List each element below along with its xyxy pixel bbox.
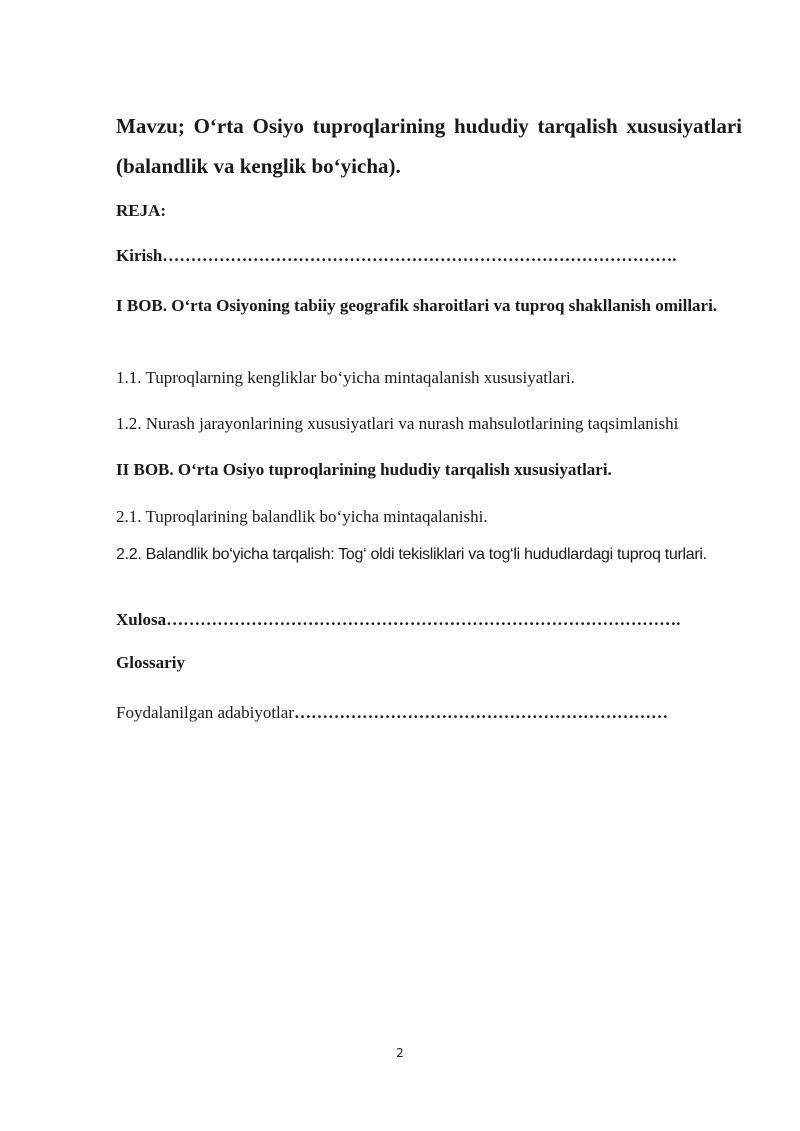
section-2-1: 2.1. Tuproqlarining balandlik bo‘yicha mintaqalanishi.: [116, 507, 488, 526]
section-1-1: 1.1. Tuproqlarning kengliklar bo‘yicha mintaqalanish xususiyatlari.: [116, 368, 575, 387]
page-number: 2: [396, 1046, 404, 1060]
toc-leader-dots: …………………………………………………………: [293, 703, 668, 722]
plan-heading: REJA:: [116, 201, 167, 220]
document-page: [116, 0, 742, 1131]
toc-entry-references: [116, 703, 742, 723]
document-title: Mavzu; O‘rta Osiyo tuproqlarining hududiy tarqalish xususiyatlari (balandlik va kenglik bo‘yicha).: [116, 114, 742, 178]
toc-label: Foydalanilgan adabiyotlar: [116, 703, 294, 722]
toc-entry-glossary: Glossariy: [116, 653, 185, 672]
toc-label: Xulosa: [116, 610, 167, 629]
section-1-2: 1.2. Nurash jarayonlarining xususiyatlari va nurash mahsulotlarining taqsimlanishi: [116, 414, 679, 433]
toc-leader-dots: ……………………………………………………………………………….: [162, 246, 677, 265]
toc-entry-intro: [116, 246, 742, 266]
chapter-2-title: II BOB. O‘rta Osiyo tuproqlarining hududiy tarqalish xususiyatlari.: [116, 460, 612, 479]
toc-label: Kirish: [116, 246, 163, 265]
toc-entry-conclusion: [116, 610, 742, 630]
section-2-2: 2.2. Balandlik bo‘yicha tarqalish: Tog‘ oldi tekisliklari va tog‘li hududlardagi tuproq turlari.: [116, 546, 707, 563]
toc-leader-dots: ……………………………………………………………………………….: [166, 610, 681, 629]
chapter-1-title: I BOB. O‘rta Osiyoning tabiiy geografik sharoitlari va tuproq shakllanish omillari.: [116, 296, 718, 315]
